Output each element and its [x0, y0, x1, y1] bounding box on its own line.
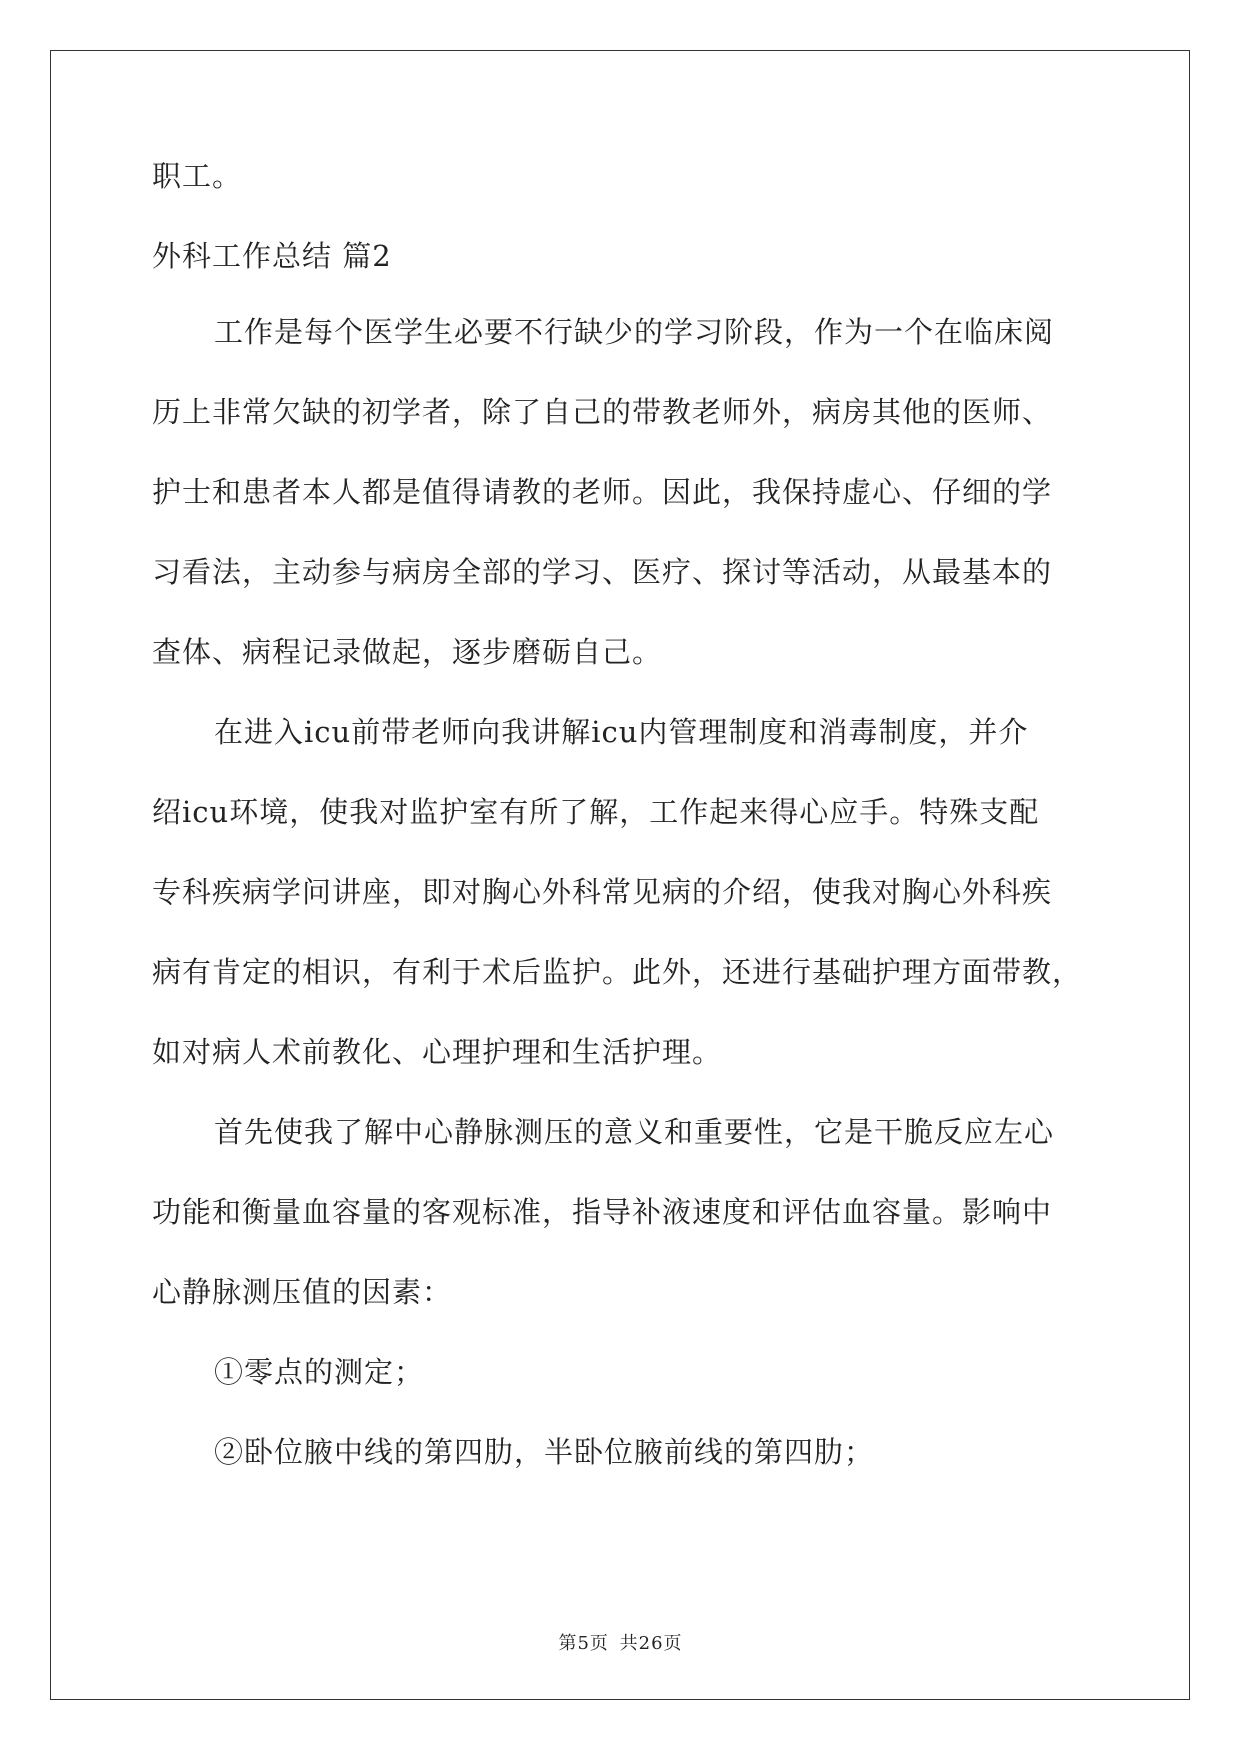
- section-heading: 外科工作总结 篇2: [152, 239, 392, 273]
- paragraph-line: 绍icu环境，使我对监护室有所了解，工作起来得心应手。特殊支配: [152, 795, 1040, 829]
- paragraph-line: 在进入icu前带老师向我讲解icu内管理制度和消毒制度，并介: [214, 715, 1029, 749]
- list-item: ②卧位腋中线的第四肋，半卧位腋前线的第四肋；: [214, 1435, 875, 1469]
- list-item: ①零点的测定；: [214, 1355, 425, 1389]
- paragraph-line: 工作是每个医学生必要不行缺少的学习阶段，作为一个在临床阅: [214, 315, 1055, 349]
- paragraph-line: 习看法，主动参与病房全部的学习、医疗、探讨等活动，从最基本的: [152, 555, 1053, 589]
- paragraph-line: 查体、病程记录做起，逐步磨砺自己。: [152, 635, 663, 669]
- paragraph-line: 专科疾病学问讲座，即对胸心外科常见病的介绍，使我对胸心外科疾: [152, 875, 1053, 909]
- paragraph-line: 首先使我了解中心静脉测压的意义和重要性，它是干脆反应左心: [214, 1115, 1055, 1149]
- paragraph-line: 病有肯定的相识，有利于术后监护。此外，还进行基础护理方面带教，: [152, 955, 1083, 989]
- document-body: [152, 160, 1092, 1516]
- paragraph-line: 护士和患者本人都是值得请教的老师。因此，我保持虚心、仔细的学: [152, 475, 1053, 509]
- page-footer: [0, 1629, 1241, 1655]
- paragraph-line: 如对病人术前教化、心理护理和生活护理。: [152, 1035, 723, 1069]
- paragraph-line: 历上非常欠缺的初学者，除了自己的带教老师外，病房其他的医师、: [152, 395, 1053, 429]
- page-total: 共26页: [619, 1633, 683, 1654]
- paragraph-line: 功能和衡量血容量的客观标准，指导补液速度和评估血容量。影响中: [152, 1195, 1053, 1229]
- text-line: 职工。: [152, 159, 243, 193]
- page-number: 第5页: [558, 1633, 609, 1654]
- paragraph-line: 心静脉测压值的因素：: [152, 1275, 453, 1309]
